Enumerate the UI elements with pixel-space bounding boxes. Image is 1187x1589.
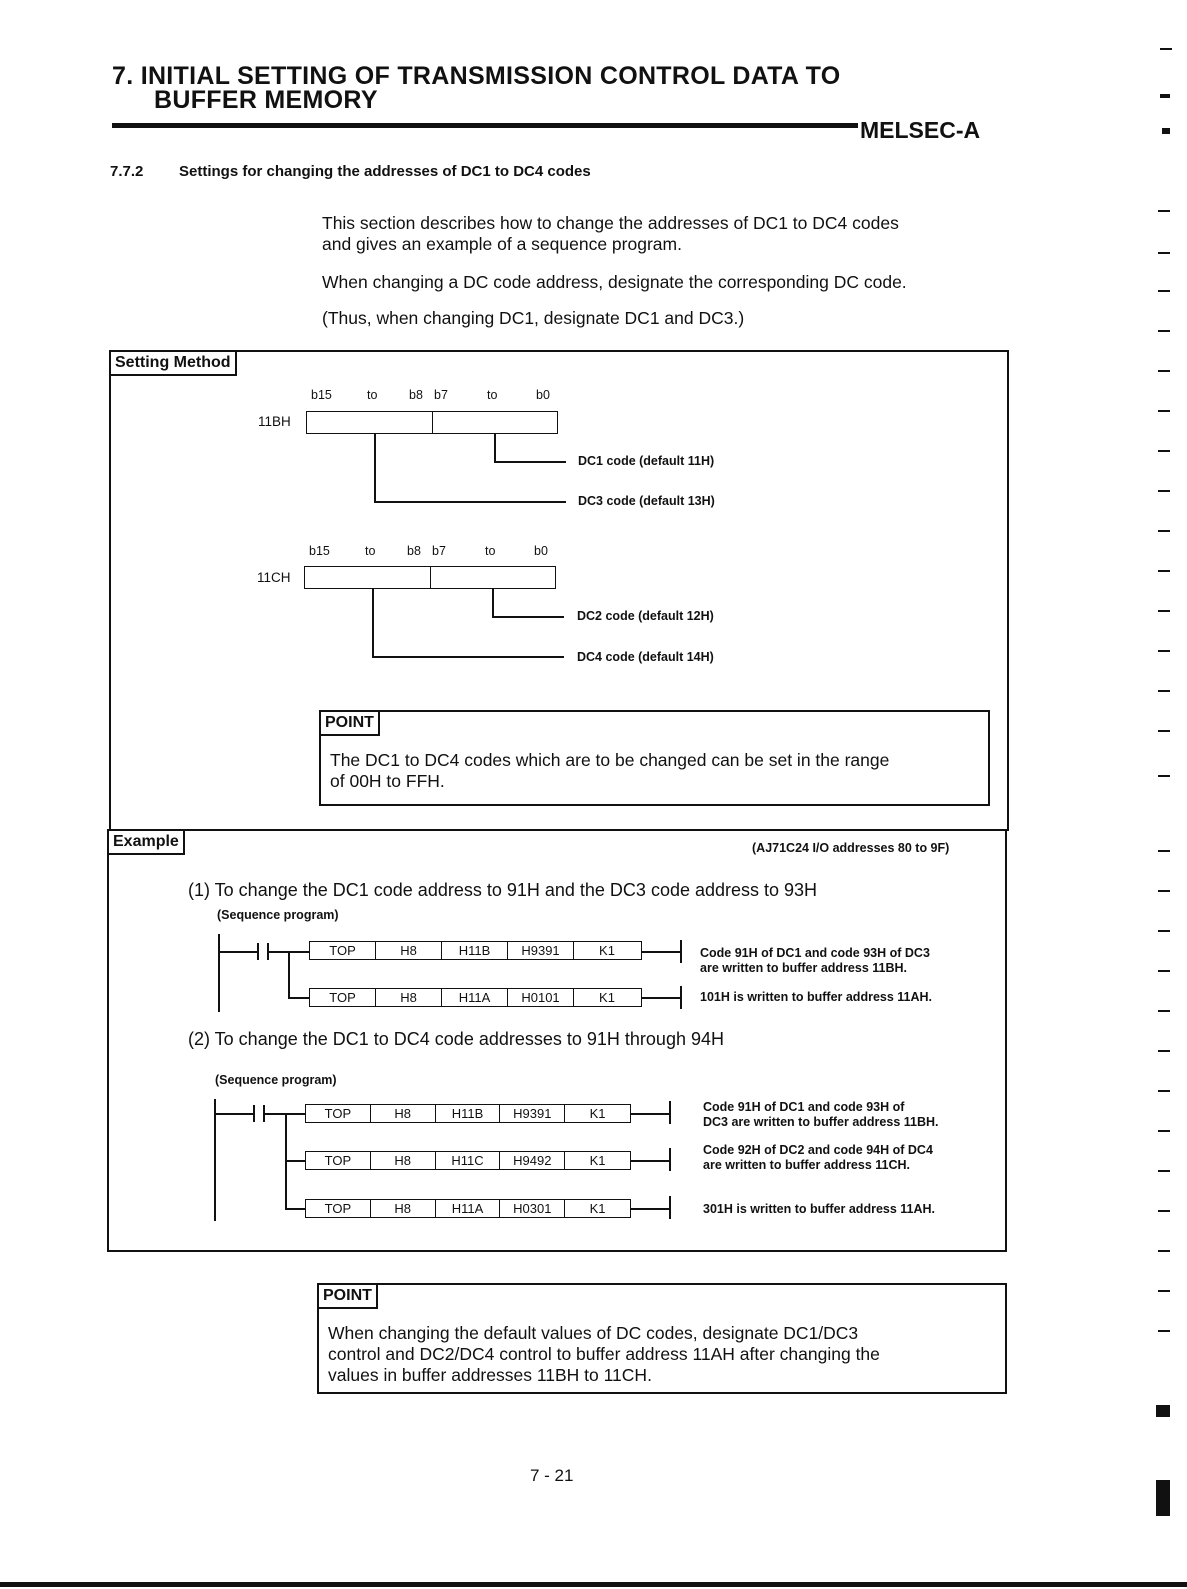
note-line: are written to buffer address 11BH. [700, 961, 908, 975]
top-instruction-row [309, 988, 642, 1007]
point-text [328, 1323, 880, 1386]
edge-mark [1158, 890, 1170, 892]
point-line: values in buffer addresses 11BH to 11CH. [328, 1365, 652, 1385]
ladder-rail [214, 1099, 216, 1221]
instr-cell: H11B [442, 942, 508, 959]
instr-cell: H9391 [500, 1105, 565, 1122]
dc3-code-label: DC3 code (default 13H) [578, 494, 715, 508]
instr-cell: TOP [310, 989, 376, 1006]
edge-mark [1158, 210, 1170, 212]
edge-mark [1158, 1210, 1170, 1212]
edge-mark [1158, 775, 1170, 777]
edge-mark [1158, 970, 1170, 972]
intro-paragraph-2: When changing a DC code address, designate the corresponding DC code. [322, 272, 907, 292]
top-instruction-row [305, 1104, 631, 1123]
ladder-wire [642, 951, 680, 953]
edge-mark [1158, 1090, 1170, 1092]
point-line: The DC1 to DC4 codes which are to be changed can be set in the range [330, 750, 890, 770]
edge-mark [1162, 128, 1170, 134]
ladder-wire [642, 997, 680, 999]
ladder-end [680, 986, 682, 1009]
instr-cell: H11A [436, 1200, 501, 1217]
edge-mark [1158, 930, 1170, 932]
edge-mark [1158, 1170, 1170, 1172]
intro-line: and gives an example of a sequence program. [322, 234, 682, 254]
ladder-wire [285, 1208, 306, 1210]
edge-mark [1158, 650, 1170, 652]
bit-label-b8: b8 [409, 388, 423, 402]
edge-mark [1158, 370, 1170, 372]
edge-mark [1158, 290, 1170, 292]
register-address-11bh: 11BH [258, 414, 291, 429]
dc1-code-label: DC1 code (default 11H) [578, 454, 715, 468]
brand-label: MELSEC-A [860, 117, 981, 143]
bit-label-b7: b7 [432, 544, 446, 558]
ladder-wire [631, 1208, 669, 1210]
edge-mark [1158, 850, 1170, 852]
bit-label-b15: b15 [311, 388, 332, 402]
instr-cell: H8 [371, 1152, 436, 1169]
contact-bar [257, 943, 259, 960]
bit-label-b15: b15 [309, 544, 330, 558]
ladder-end [669, 1196, 671, 1219]
instr-cell: TOP [306, 1105, 371, 1122]
ladder-end [669, 1101, 671, 1124]
edge-mark [1158, 1130, 1170, 1132]
ladder-branch [288, 951, 290, 998]
instr-cell: H9492 [500, 1152, 565, 1169]
ladder-wire [631, 1160, 669, 1162]
point-tag: POINT [319, 710, 380, 736]
edge-mark [1158, 1290, 1170, 1292]
bit-label-b8: b8 [407, 544, 421, 558]
edge-mark [1158, 730, 1170, 732]
row-note: 101H is written to buffer address 11AH. [700, 990, 933, 1004]
edge-mark [1158, 1050, 1170, 1052]
register-11ch [304, 566, 556, 589]
bit-label-b7: b7 [434, 388, 448, 402]
chapter-title-line1: 7. INITIAL SETTING OF TRANSMISSION CONTROL DATA TO [112, 62, 841, 90]
edge-mark [1158, 330, 1170, 332]
leader-line [494, 461, 566, 463]
instr-cell: TOP [306, 1200, 371, 1217]
instr-cell: TOP [310, 942, 376, 959]
point-text [330, 750, 889, 792]
intro-paragraph-1 [322, 213, 899, 255]
edge-mark [1158, 1250, 1170, 1252]
row-note [703, 1100, 938, 1130]
point-line: When changing the default values of DC codes, designate DC1/DC3 [328, 1323, 859, 1343]
bit-label-b0: b0 [534, 544, 548, 558]
example-1-title: (1) To change the DC1 code address to 91H and the DC3 code address to 93H [188, 880, 818, 900]
edge-mark [1156, 1480, 1170, 1516]
point-box-defaults [317, 1283, 1007, 1394]
leader-line [494, 434, 496, 462]
register-address-11ch: 11CH [257, 570, 291, 585]
edge-mark [1158, 570, 1170, 572]
instr-cell: H11B [436, 1105, 501, 1122]
edge-mark [1158, 690, 1170, 692]
edge-mark [1158, 1010, 1170, 1012]
example-2-title: (2) To change the DC1 to DC4 code addresses to 91H through 94H [188, 1029, 724, 1049]
bit-label-to: to [367, 388, 378, 402]
edge-mark [1156, 1405, 1170, 1417]
instr-cell: H8 [371, 1105, 436, 1122]
ladder-end [669, 1148, 671, 1171]
edge-mark [1158, 1330, 1170, 1332]
point-line: of 00H to FFH. [330, 771, 445, 791]
edge-mark [1158, 252, 1170, 254]
row-note: 301H is written to buffer address 11AH. [703, 1202, 936, 1216]
top-instruction-row [305, 1151, 631, 1170]
edge-mark [1158, 450, 1170, 452]
example-tag: Example [107, 829, 185, 855]
point-box-range [319, 710, 990, 806]
setting-method-tag: Setting Method [109, 350, 237, 376]
instr-cell: K1 [589, 1153, 606, 1168]
instr-cell: H11C [436, 1152, 501, 1169]
bit-label-b0: b0 [536, 388, 550, 402]
top-instruction-row [305, 1199, 631, 1218]
bit-label-to: to [487, 388, 498, 402]
ladder-wire [214, 1113, 253, 1115]
instr-cell: H8 [376, 989, 442, 1006]
edge-mark [1158, 530, 1170, 532]
dc4-code-label: DC4 code (default 14H) [577, 650, 714, 664]
contact-bar [253, 1105, 255, 1122]
top-instruction-row [309, 941, 642, 960]
instr-cell: K1 [589, 1201, 606, 1216]
intro-line: This section describes how to change the addresses of DC1 to DC4 codes [322, 213, 899, 233]
section-title: Settings for changing the addresses of DC1 to DC4 codes [179, 163, 591, 180]
footer-rule [0, 1582, 1187, 1587]
sequence-program-label: (Sequence program) [215, 1073, 337, 1087]
ladder-wire [285, 1160, 306, 1162]
leader-line [372, 589, 374, 657]
instr-cell: H9391 [508, 942, 574, 959]
register-11bh [306, 411, 558, 434]
leader-line [372, 656, 564, 658]
ladder-wire [288, 997, 310, 999]
instr-cell: H0101 [508, 989, 574, 1006]
instr-cell: H8 [371, 1200, 436, 1217]
io-address-note: (AJ71C24 I/O addresses 80 to 9F) [752, 841, 950, 855]
instr-cell: K1 [599, 943, 615, 958]
point-line: control and DC2/DC4 control to buffer address 11AH after changing the [328, 1344, 880, 1364]
leader-line [374, 501, 566, 503]
row-note [700, 946, 930, 976]
note-line: Code 91H of DC1 and code 93H of [703, 1100, 905, 1114]
intro-paragraph-3: (Thus, when changing DC1, designate DC1 and DC3.) [322, 308, 745, 328]
note-line: Code 92H of DC2 and code 94H of DC4 [703, 1143, 933, 1157]
ladder-wire [631, 1113, 669, 1115]
bit-label-to: to [485, 544, 496, 558]
bit-label-to: to [365, 544, 376, 558]
instr-cell: TOP [306, 1152, 371, 1169]
ladder-end [680, 940, 682, 963]
instr-cell: H0301 [500, 1200, 565, 1217]
instr-cell: H11A [442, 989, 508, 1006]
dc2-code-label: DC2 code (default 12H) [577, 609, 714, 623]
note-line: Code 91H of DC1 and code 93H of DC3 [700, 946, 930, 960]
section-number: 7.7.2 [110, 163, 144, 180]
note-line: are written to buffer address 11CH. [703, 1158, 911, 1172]
sequence-program-label: (Sequence program) [217, 908, 339, 922]
edge-mark [1158, 490, 1170, 492]
page-number: 7 - 21 [530, 1466, 574, 1485]
leader-line [492, 616, 564, 618]
instr-cell: K1 [599, 990, 615, 1005]
instr-cell: K1 [589, 1106, 606, 1121]
edge-mark [1158, 610, 1170, 612]
chapter-title-line2: BUFFER MEMORY [154, 86, 378, 114]
header-rule [112, 123, 858, 128]
leader-line [492, 589, 494, 617]
ladder-wire [218, 951, 257, 953]
edge-mark [1158, 410, 1170, 412]
edge-mark [1160, 94, 1170, 98]
point-tag: POINT [317, 1283, 378, 1309]
ladder-rail [218, 934, 220, 1012]
edge-mark [1160, 48, 1172, 50]
note-line: DC3 are written to buffer address 11BH. [703, 1115, 939, 1129]
instr-cell: H8 [376, 942, 442, 959]
row-note [703, 1143, 933, 1173]
leader-line [374, 434, 376, 502]
